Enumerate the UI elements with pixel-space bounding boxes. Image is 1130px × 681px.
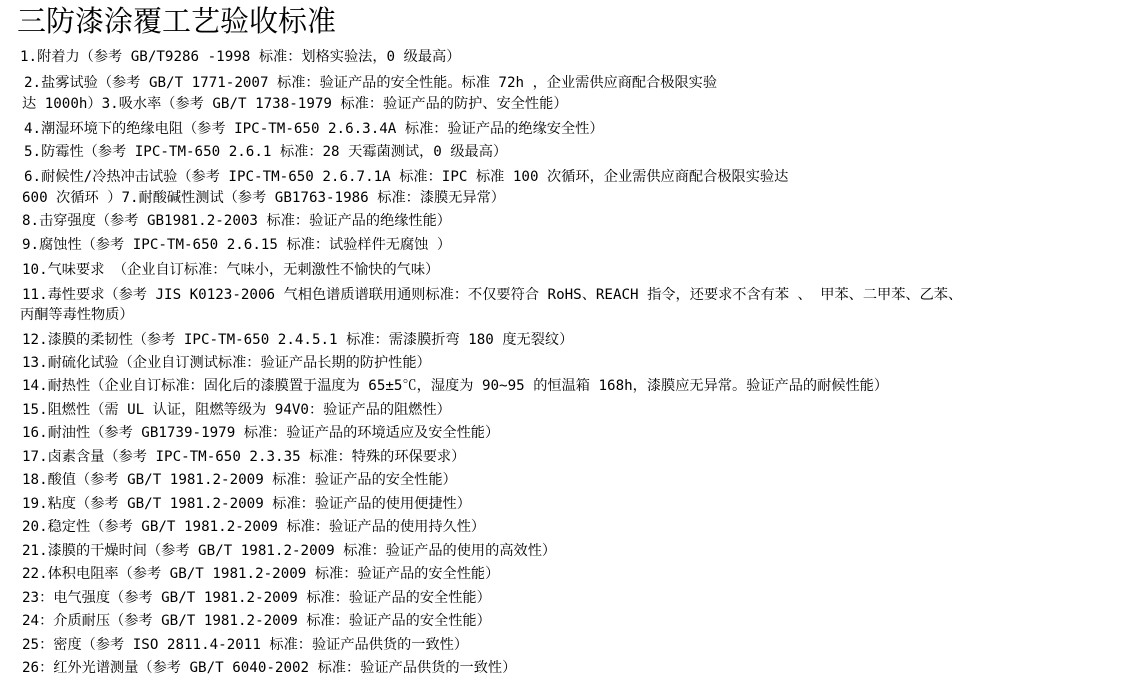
standard-line-11: 11.毒性要求（参考 JIS K0123-2006 气相色谱质谱联用通则标准：不仅要符合 RoHS、REACH 指令，还要求不含有苯 、 甲苯、二甲苯、乙苯、 [22, 287, 963, 303]
standard-line-19: 19.粘度（参考 GB/T 1981.2-2009 标准：验证产品的使用便捷性） [22, 496, 471, 512]
standard-line-14: 14.耐热性（企业自订标准：固化后的漆膜置于温度为 65±5℃，湿度为 90~95 的恒温箱 168h，漆膜应无异常。验证产品的耐候性能） [22, 378, 889, 394]
standard-line-4: 4.潮湿环境下的绝缘电阻（参考 IPC-TM-650 2.6.3.4A 标准：验证产品的绝缘安全性） [24, 121, 604, 137]
standard-line-26: 26：红外光谱测量（参考 GB/T 6040-2002 标准：验证产品供货的一致性） [22, 660, 517, 676]
standard-line-6: 6.耐候性/冷热冲击试验（参考 IPC-TM-650 2.6.7.1A 标准：IPC 标准 100 次循环，企业需供应商配合极限实验达 [24, 169, 789, 185]
standard-line-6-7: 600 次循环 ）7.耐酸碱性测试（参考 GB1763-1986 标准：漆膜无异常） [22, 190, 505, 206]
standard-line-12: 12.漆膜的柔韧性（参考 IPC-TM-650 2.4.5.1 标准：需漆膜折弯 180 度无裂纹） [22, 332, 574, 348]
standard-line-1: 1.附着力（参考 GB/T9286 -1998 标准：划格实验法，0 级最高） [20, 49, 461, 65]
standard-line-10: 10.气味要求 （企业自订标准：气味小，无刺激性不愉快的气味） [22, 262, 440, 278]
standard-line-2-3: 达 1000h）3.吸水率（参考 GB/T 1738-1979 标准：验证产品的防护、安全性能） [22, 96, 568, 112]
standard-line-24: 24：介质耐压（参考 GB/T 1981.2-2009 标准：验证产品的安全性能） [22, 613, 491, 629]
standard-line-21: 21.漆膜的干燥时间（参考 GB/T 1981.2-2009 标准：验证产品的使用的高效性） [22, 543, 557, 559]
standard-line-22: 22.体积电阻率（参考 GB/T 1981.2-2009 标准：验证产品的安全性能） [22, 566, 500, 582]
standard-line-17: 17.卤素含量（参考 IPC-TM-650 2.3.35 标准：特殊的环保要求） [22, 449, 466, 465]
standard-line-9: 9.腐蚀性（参考 IPC-TM-650 2.6.15 标准：试验样件无腐蚀 ） [22, 237, 452, 253]
page-title: 三防漆涂覆工艺验收标准 [17, 4, 337, 38]
standard-line-2: 2.盐雾试验（参考 GB/T 1771-2007 标准：验证产品的安全性能。标准 72h ，企业需供应商配合极限实验 [24, 75, 718, 91]
standard-line-20: 20.稳定性（参考 GB/T 1981.2-2009 标准：验证产品的使用持久性） [22, 519, 486, 535]
standard-line-11-cont: 丙酮等毒性物质） [20, 307, 134, 323]
standard-line-25: 25：密度（参考 ISO 2811.4-2011 标准：验证产品供货的一致性） [22, 637, 469, 653]
standard-line-16: 16.耐油性（参考 GB1739-1979 标准：验证产品的环境适应及安全性能） [22, 425, 500, 441]
standard-line-23: 23：电气强度（参考 GB/T 1981.2-2009 标准：验证产品的安全性能） [22, 590, 491, 606]
standard-line-5: 5.防霉性（参考 IPC-TM-650 2.6.1 标准：28 天霉菌测试，0 级最高） [24, 144, 508, 160]
standard-line-18: 18.酸值（参考 GB/T 1981.2-2009 标准：验证产品的安全性能） [22, 472, 457, 488]
standard-line-15: 15.阻燃性（需 UL 认证，阻燃等级为 94V0：验证产品的阻燃性） [22, 402, 451, 418]
standard-line-13: 13.耐硫化试验（企业自订测试标准：验证产品长期的防护性能） [22, 355, 431, 371]
standard-line-8: 8.击穿强度（参考 GB1981.2-2003 标准：验证产品的绝缘性能） [22, 213, 451, 229]
